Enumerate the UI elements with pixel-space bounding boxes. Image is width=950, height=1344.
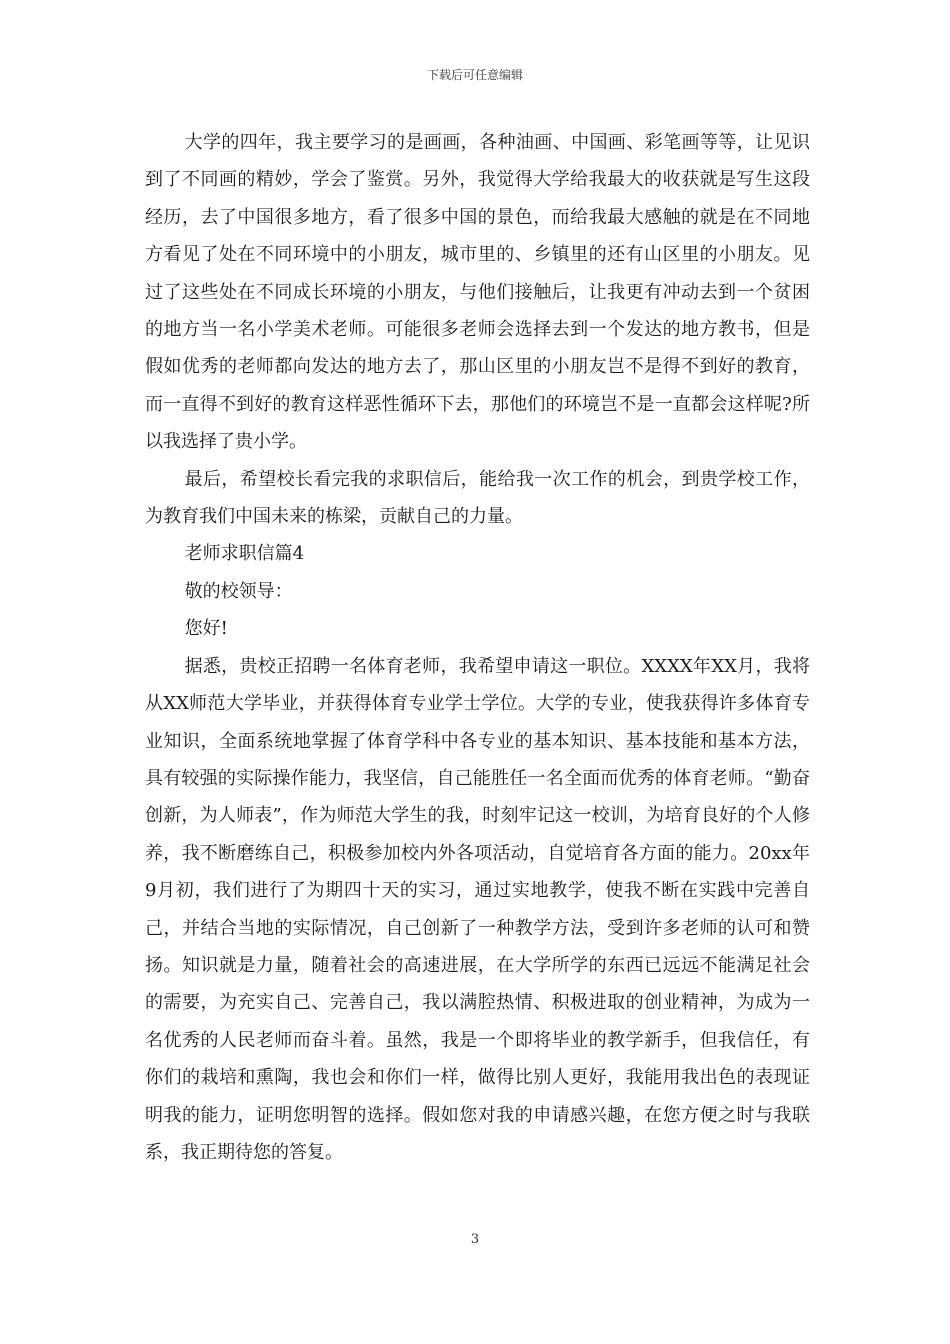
greeting: 您好! xyxy=(184,618,228,640)
paragraph-closing-wish: 最后，希望校长看完我的求职信后，能给我一次工作的机会，到贵学校工作，为教育我们中国未来的栋梁，贡献自己的力量。 xyxy=(145,468,810,528)
salutation: 敬的校领导： xyxy=(184,580,293,602)
body-text xyxy=(145,124,810,1171)
section-title: 老师求职信篇4 xyxy=(184,543,305,565)
page-header-note: 下载后可任意编辑 xyxy=(426,68,523,82)
paragraph-application: 据悉，贵校正招聘一名体育老师，我希望申请这一职位。XXXX年XX月，我将从XX师范大学毕业，并获得体育专业学士学位。大学的专业，使我获得许多体育专业知识，全面系统地掌握了体育学科中各专业的基本知识、基本技能和基本方法，具有较强的实际操作能力，我坚信，自己能胜任一名全面而优秀的体育老师。“勤奋创新，为人师表”，作为师范大学生的我，时刻牢记这一校训，为培育良好的个人修养，我不断磨练自己，积极参加校内外各项活动，自觉培育各方面的能力。20xx年9月初，我们进行了为期四十天的实习，通过实地教学，使我不断在实践中完善自己，并结合当地的实际情况，自己创新了一种教学方法，受到许多老师的认可和赞扬。知识就是力量，随着社会的高速进展，在大学所学的东西已远远不能满足社会的需要，为充实自己、完善自己，我以满腔热情、积极进取的创业精神，为成为一名优秀的人民老师而奋斗着。虽然，我是一个即将毕业的教学新手，但我信任，有你们的栽培和熏陶，我也会和你们一样，做得比别人更好，我能用我出色的表现证明我的能力，证明您明智的选择。假如您对我的申请感兴趣，在您方便之时与我联系，我正期待您的答复。 xyxy=(145,655,810,1163)
paragraph-university-years: 大学的四年，我主要学习的是画画，各种油画、中国画、彩笔画等等，让见识到了不同画的精妙，学会了鉴赏。另外，我觉得大学给我最大的收获就是写生这段经历，去了中国很多地方，看了很多中国的景色，而给我最大感触的就是在不同地方看见了处在不同环境中的小朋友，城市里的、乡镇里的还有山区里的小朋友。见过了这些处在不同成长环境的小朋友，与他们接触后，让我更有冲动去到一个贫困的地方当一名小学美术老师。可能很多老师会选择去到一个发达的地方教书，但是假如优秀的老师都向发达的地方去了，那山区里的小朋友岂不是得不到好的教育，而一直得不到好的教育这样恶性循环下去，那他们的环境岂不是一直都会这样呢?所以我选择了贵小学。 xyxy=(145,132,810,453)
page-number: 3 xyxy=(470,1232,480,1247)
